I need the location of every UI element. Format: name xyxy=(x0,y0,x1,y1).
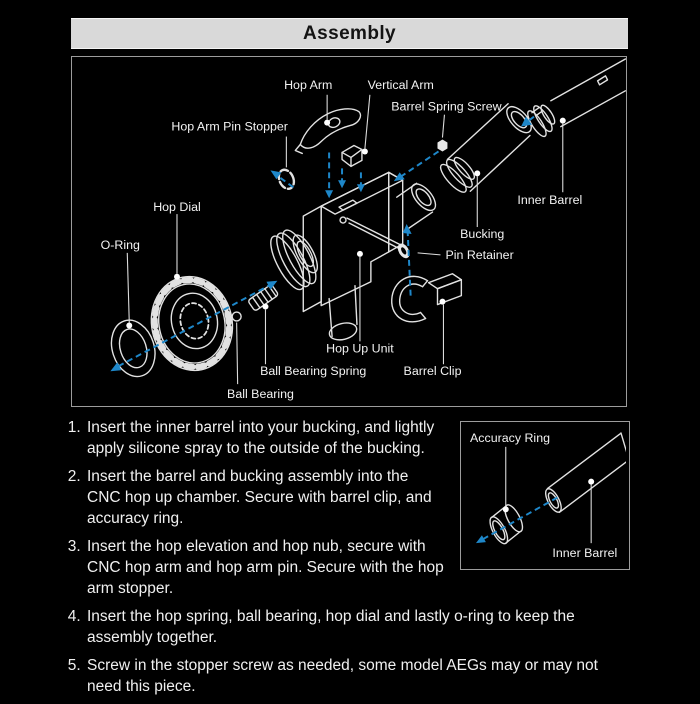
ball-bearing-part xyxy=(232,312,241,321)
label-o-ring: O-Ring xyxy=(100,237,140,252)
label-pin-retainer: Pin Retainer xyxy=(445,247,514,262)
label-hop-dial: Hop Dial xyxy=(153,200,201,215)
step-text: Insert the inner barrel into your bucking, and lightly apply silicone spray to the outside of the bucking. xyxy=(87,419,435,457)
step-text: Insert the barrel and bucking assembly into the CNC hop up chamber. Secure with barrel clip, and accuracy ring. xyxy=(87,468,432,527)
exploded-view-panel xyxy=(71,56,627,407)
assembly-step xyxy=(85,655,630,697)
label-bucking: Bucking xyxy=(460,226,505,241)
vertical-arm-part xyxy=(342,145,362,166)
accuracy-ring-inset-panel xyxy=(460,421,630,570)
step-text: Insert the hop spring, ball bearing, hop dial and lastly o-ring to keep the assembly together. xyxy=(87,608,575,646)
inset-dot-accuracy-ring xyxy=(503,506,509,512)
bucking-part xyxy=(437,102,536,195)
exploded-view-drawing xyxy=(72,57,626,406)
hop-arm-arrowhead-1 xyxy=(325,190,333,198)
assembly-step xyxy=(85,606,630,648)
label-barrel-clip: Barrel Clip xyxy=(403,364,462,379)
page-title: Assembly xyxy=(303,22,396,44)
inset-axis-arrow xyxy=(483,497,557,539)
hop-dial-part xyxy=(143,269,241,378)
label-hop-arm: Hop Arm xyxy=(284,77,333,92)
instructions-section xyxy=(58,417,630,704)
label-hop-up-unit: Hop Up Unit xyxy=(326,341,394,356)
part-labels xyxy=(101,78,583,401)
pin-retainer-arrowhead xyxy=(403,224,412,234)
label-hop-arm-pin-stopper: Hop Arm Pin Stopper xyxy=(171,119,288,134)
inset-label-inner-barrel: Inner Barrel xyxy=(552,546,618,561)
label-barrel-spring-screw: Barrel Spring Screw xyxy=(391,99,502,114)
inset-dot-inner-barrel xyxy=(588,479,594,485)
inset-inner-barrel-part xyxy=(543,433,626,514)
barrel-clip-part xyxy=(392,274,462,322)
title-bar xyxy=(71,18,628,49)
accuracy-ring-inset-drawing xyxy=(461,422,626,566)
step-text: Insert the hop elevation and hop nub, secure with CNC hop arm and hop arm pin. Secure with the hop arm stopper. xyxy=(87,538,444,597)
label-inner-barrel: Inner Barrel xyxy=(517,193,583,208)
label-vertical-arm: Vertical Arm xyxy=(367,77,434,92)
hop-arm-arrowhead-2 xyxy=(338,180,346,188)
screw-arrow xyxy=(400,151,439,177)
step-text: Screw in the stopper screw as needed, some model AEGs may or may not need this piece. xyxy=(87,657,598,695)
inner-barrel-part xyxy=(525,59,626,139)
label-ball-bearing: Ball Bearing xyxy=(227,387,294,402)
barrel-spring-screw-part xyxy=(437,140,447,152)
label-ball-bearing-spring: Ball Bearing Spring xyxy=(260,364,367,379)
hop-up-unit-part xyxy=(265,172,440,342)
hop-arm-pin-stopper-part xyxy=(276,167,297,191)
inset-label-accuracy-ring: Accuracy Ring xyxy=(470,430,550,445)
